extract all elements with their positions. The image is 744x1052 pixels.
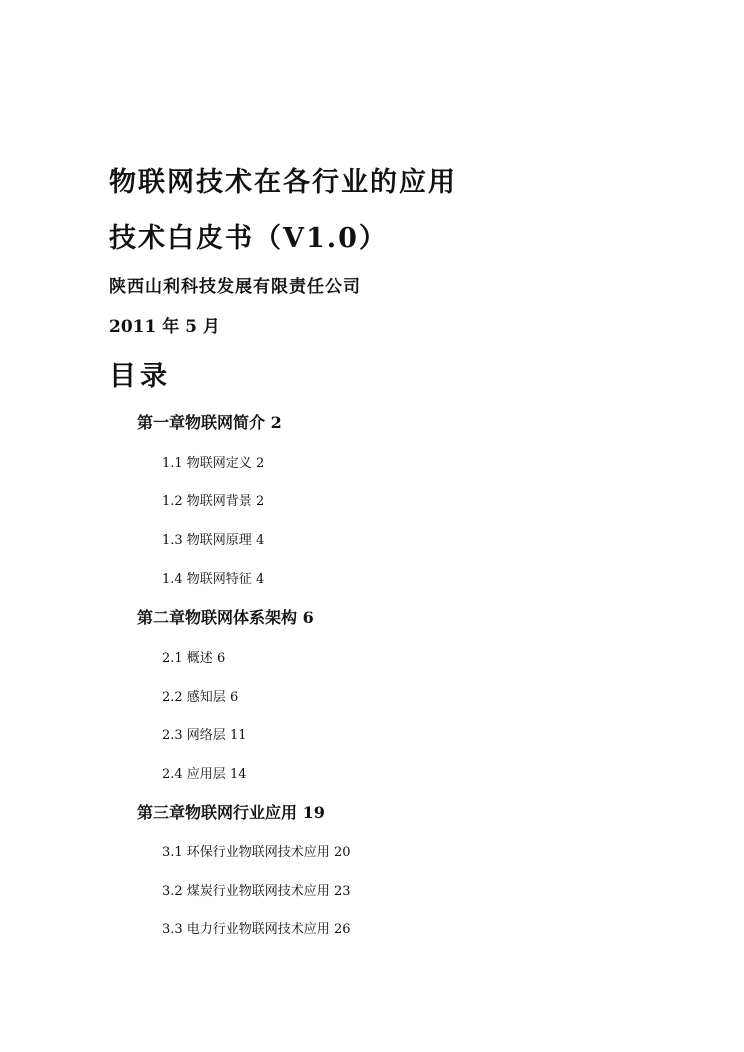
toc-chapter-3: 第三章物联网行业应用 19	[137, 803, 325, 822]
toc-section-1-1: 1.1 物联网定义 2	[162, 456, 265, 471]
toc-heading: 目录	[109, 361, 171, 392]
company-name: 陕西山利科技发展有限责任公司	[109, 277, 361, 297]
publish-date: 2011 年 5 月	[109, 317, 220, 337]
toc-chapter-2: 第二章物联网体系架构 6	[137, 608, 314, 627]
toc-section-3-3: 3.3 电力行业物联网技术应用 26	[162, 922, 351, 937]
toc-section-1-2: 1.2 物联网背景 2	[162, 494, 265, 509]
document-title-line-1: 物联网技术在各行业的应用	[109, 167, 457, 198]
toc-section-3-2: 3.2 煤炭行业物联网技术应用 23	[162, 884, 351, 899]
toc-section-2-1: 2.1 概述 6	[162, 651, 226, 666]
toc-chapter-1: 第一章物联网简介 2	[137, 413, 282, 432]
toc-section-1-4: 1.4 物联网特征 4	[162, 572, 265, 587]
toc-section-2-3: 2.3 网络层 11	[162, 728, 247, 743]
toc-section-2-2: 2.2 感知层 6	[162, 690, 239, 705]
toc-section-1-3: 1.3 物联网原理 4	[162, 533, 265, 548]
toc-section-3-1: 3.1 环保行业物联网技术应用 20	[162, 845, 351, 860]
toc-section-2-4: 2.4 应用层 14	[162, 767, 247, 782]
document-title-line-2: 技术白皮书（V1.0）	[109, 223, 388, 254]
